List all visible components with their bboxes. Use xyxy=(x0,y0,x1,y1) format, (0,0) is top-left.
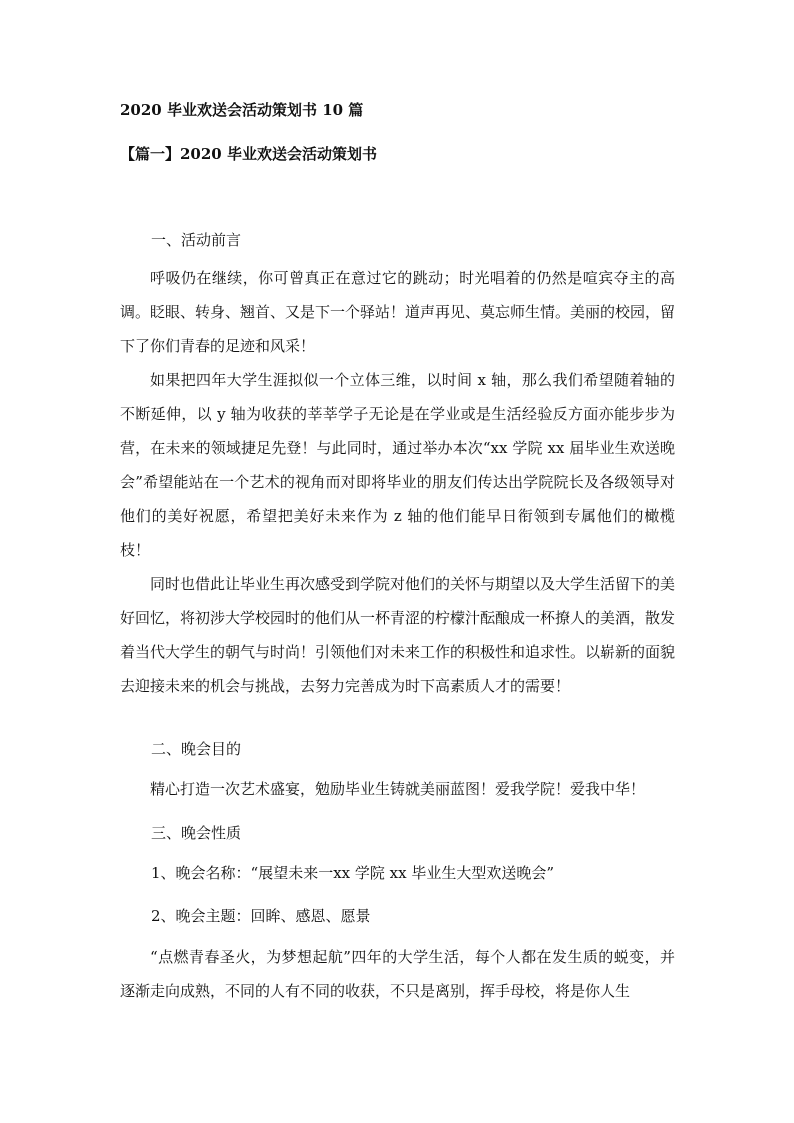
heading-purpose: 二、晚会目的 xyxy=(151,740,242,758)
document-title: 2020 毕业欢送会活动策划书 10 篇 xyxy=(120,101,364,119)
heading-activity-preface: 一、活动前言 xyxy=(151,231,242,249)
paragraph-preface-1: 呼吸仍在继续，你可曾真正在意过它的跳动；时光唱着的仍然是喧宾夺主的高调。眨眼、转身、翘首、又是下一个驿站！道声再见、莫忘师生情。美丽的校园，留下了你们青春的足迹和风采！ xyxy=(120,269,676,355)
list-item-name: 1、晚会名称：“展望未来一xx 学院 xx 毕业生大型欢送晚会” xyxy=(151,864,555,882)
heading-nature: 三、晚会性质 xyxy=(151,824,242,842)
paragraph-purpose: 精心打造一次艺术盛宴，勉励毕业生铸就美丽蓝图！爱我学院！爱我中华！ xyxy=(150,780,646,798)
paragraph-preface-3: 同时也借此让毕业生再次感受到学院对他们的关怀与期望以及大学生活留下的美好回忆，将初涉大学校园时的他们从一杯青涩的柠檬汁酝酿成一杯撩人的美酒，散发着当代大学生的朝气与时尚！引领他们对未来工作的积极性和追求性。以崭新的面貌去迎接未来的机会与挑战，去努力完善成为时下高素质人才的需要！ xyxy=(120,575,676,695)
paragraph-preface-2: 如果把四年大学生涯拟似一个立体三维，以时间 x 轴，那么我们希望随着轴的不断延伸，以 y 轴为收获的莘莘学子无论是在学业或是生活经验反方面亦能步步为营，在未来的领域捷足先登！与此同时，通过举办本次“xx 学院 xx 届毕业生欢送晚会”希望能站在一个艺术的视角而对即将毕业的朋友们传达出学院院长及各级领导对他们的美好祝愿，希望把美好未来作为 z 轴的他们能早日衔领到专属他们的橄榄枝！ xyxy=(120,371,675,559)
section-title: 【篇一】2020 毕业欢送会活动策划书 xyxy=(120,145,377,163)
list-item-theme: 2、晚会主题：回眸、感恩、愿景 xyxy=(151,907,371,925)
paragraph-theme-description: “点燃青春圣火，为梦想起航”四年的大学生活，每个人都在发生质的蜕变，并逐渐走向成熟，不同的人有不同的收获，不只是离别，挥手母校，将是你人生 xyxy=(120,948,675,1000)
